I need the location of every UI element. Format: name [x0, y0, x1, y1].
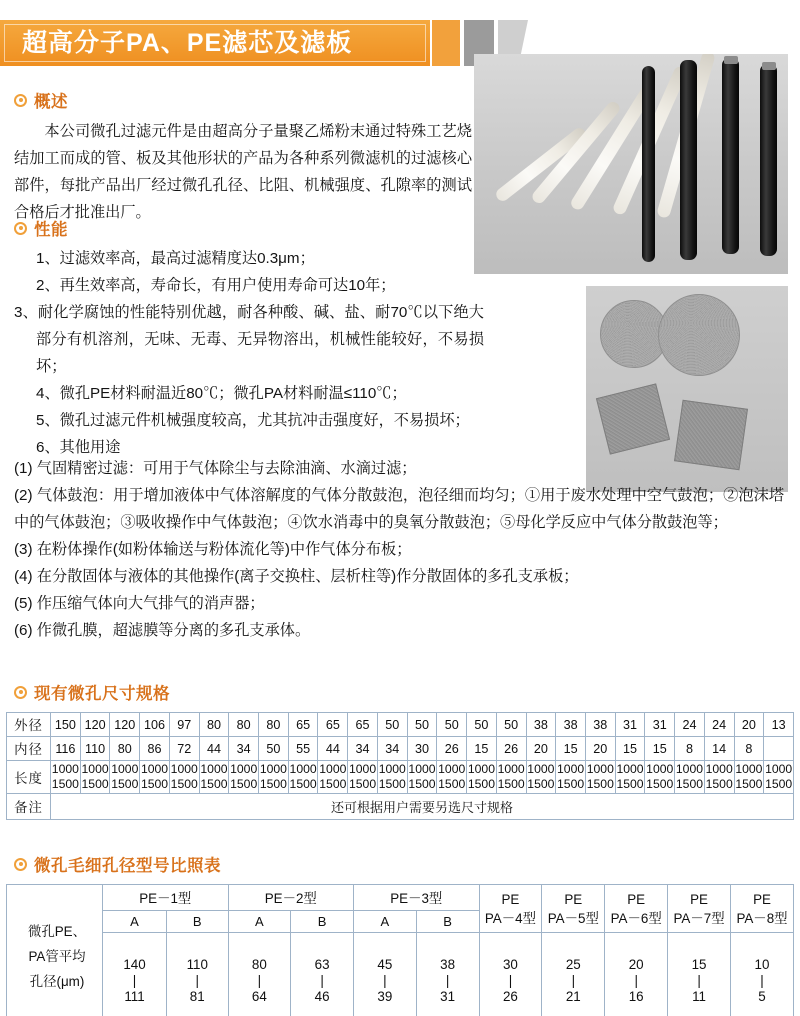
table-row	[7, 713, 794, 737]
pore-value-cell: 140 | 111	[103, 933, 167, 1016]
spec-cell: 1000 1500	[467, 761, 497, 794]
section-title-performance: 性能	[34, 221, 68, 239]
spec-cell: 34	[377, 737, 407, 761]
spec-cell: 86	[140, 737, 170, 761]
spec-cell: 1000 1500	[229, 761, 259, 794]
performance-item: 4、微孔PE材料耐温近80℃；微孔PA材料耐温≤110℃；	[36, 385, 407, 402]
spec-cell: 80	[110, 737, 140, 761]
black-rod-cap-1	[724, 56, 738, 64]
pore-group-header: PE PA－5型	[542, 885, 605, 933]
spec-cell: 50	[496, 713, 526, 737]
spec-cell: 31	[645, 713, 675, 737]
spec-cell: 110	[80, 737, 110, 761]
spec-cell: 15	[615, 737, 645, 761]
pore-group-header: PE PA－8型	[731, 885, 794, 933]
use-item: (5) 作压缩气体向大气排气的消声器；	[14, 595, 265, 612]
performance-item: 1、过滤效率高，最高过滤精度达0.3μm；	[36, 250, 315, 267]
pore-value-cell: 25 | 21	[542, 933, 605, 1016]
spec-cell: 1000 1500	[615, 761, 645, 794]
spec-cell: 1000 1500	[199, 761, 229, 794]
table-row	[7, 737, 794, 761]
section-title-pore: 微孔毛细孔径型号比照表	[34, 857, 221, 875]
pore-value-cell: 38 | 31	[416, 933, 479, 1016]
spec-cell	[764, 737, 794, 761]
spec-cell: 1000 1500	[407, 761, 437, 794]
spec-table	[6, 712, 794, 820]
pore-table	[6, 884, 794, 1016]
black-rod-1	[642, 66, 655, 262]
section-title-overview: 概述	[34, 93, 68, 111]
pore-group-header: PE－2型	[228, 885, 354, 911]
section-heading-pore	[14, 852, 221, 876]
pore-value-cell: 20 | 16	[605, 933, 668, 1016]
spec-cell: 1000 1500	[110, 761, 140, 794]
pore-value-cell: 80 | 64	[228, 933, 291, 1016]
spec-cell: 34	[229, 737, 259, 761]
spec-cell: 1000 1500	[51, 761, 81, 794]
spec-cell: 150	[51, 713, 81, 737]
spec-cell: 120	[110, 713, 140, 737]
spec-cell: 80	[259, 713, 289, 737]
spec-cell: 30	[407, 737, 437, 761]
spec-cell: 1000 1500	[318, 761, 348, 794]
spec-cell: 106	[140, 713, 170, 737]
header-accent-block	[432, 20, 460, 66]
bullet-icon	[14, 858, 27, 871]
spec-cell: 20	[526, 737, 556, 761]
filter-rods-photo	[474, 54, 788, 274]
spec-cell: 38	[526, 713, 556, 737]
spec-cell: 14	[704, 737, 734, 761]
bullet-icon	[14, 686, 27, 699]
spec-cell: 44	[199, 737, 229, 761]
spec-cell: 50	[467, 713, 497, 737]
pore-column-header: A	[228, 911, 291, 933]
pore-column-header: A	[354, 911, 417, 933]
overview-block	[14, 118, 472, 226]
overview-paragraph: 本公司微孔过滤元件是由超高分子量聚乙烯粉末通过特殊工艺烧结加工而成的管、板及其他形状的产品为各种系列微滤机的过滤核心部件，每批产品出厂经过微孔孔径、比阻、机械强度、孔隙率的测试合格后才批准出厂。	[14, 123, 472, 221]
spec-cell: 50	[377, 713, 407, 737]
use-item: (6) 作微孔膜，超滤膜等分离的多孔支承体。	[14, 622, 311, 639]
spec-cell: 38	[585, 713, 615, 737]
spec-cell: 1000 1500	[80, 761, 110, 794]
pore-group-header: PE－1型	[103, 885, 229, 911]
spec-cell: 20	[585, 737, 615, 761]
use-item: (4) 在分散固体与液体的其他操作(离子交换柱、层析柱等)作分散固体的多孔支承板；	[14, 568, 579, 585]
page-title: 超高分子PA、PE滤芯及滤板	[22, 29, 353, 57]
table-row	[7, 885, 794, 911]
spec-row-label: 长度	[7, 761, 51, 794]
spec-cell: 65	[348, 713, 378, 737]
pore-group-header: PE PA－6型	[605, 885, 668, 933]
porous-disc-2	[658, 294, 740, 376]
spec-cell: 65	[318, 713, 348, 737]
spec-note-value: 还可根据用户需要另选尺寸规格	[51, 794, 794, 820]
spec-cell: 97	[169, 713, 199, 737]
spec-cell: 1000 1500	[259, 761, 289, 794]
spec-cell: 116	[51, 737, 81, 761]
pore-value-cell: 30 | 26	[479, 933, 542, 1016]
pore-value-cell: 15 | 11	[668, 933, 731, 1016]
pore-column-header: B	[291, 911, 354, 933]
spec-cell: 26	[496, 737, 526, 761]
performance-item: 3、耐化学腐蚀的性能特别优越，耐各种酸、碱、盐、耐70℃以下绝大部分有机溶剂，无味、无毒、无异物溶出，机械性能较好，不易损坏；	[14, 304, 484, 375]
spec-cell: 50	[407, 713, 437, 737]
pore-column-header: A	[103, 911, 167, 933]
spec-cell: 24	[704, 713, 734, 737]
spec-cell: 1000 1500	[585, 761, 615, 794]
spec-cell: 24	[675, 713, 705, 737]
spec-cell: 20	[734, 713, 764, 737]
pore-row-label: 微孔PE、 PA管平均 孔径(μm)	[7, 885, 103, 1016]
spec-cell: 1000 1500	[645, 761, 675, 794]
spec-cell: 44	[318, 737, 348, 761]
spec-cell: 34	[348, 737, 378, 761]
section-heading-overview	[14, 88, 68, 112]
performance-item: 5、微孔过滤元件机械强度较高，尤其抗冲击强度好，不易损坏；	[36, 412, 470, 429]
spec-cell: 13	[764, 713, 794, 737]
spec-cell: 50	[259, 737, 289, 761]
spec-cell: 38	[556, 713, 586, 737]
spec-note-label: 备注	[7, 794, 51, 820]
pore-group-header: PE PA－4型	[479, 885, 542, 933]
spec-cell: 15	[556, 737, 586, 761]
spec-cell: 15	[467, 737, 497, 761]
spec-cell: 1000 1500	[556, 761, 586, 794]
performance-item: 2、再生效率高，寿命长，有用户使用寿命可达10年；	[36, 277, 396, 294]
black-rod-4	[760, 64, 777, 256]
black-rod-3	[722, 58, 739, 254]
use-item: (3) 在粉体操作(如粉体输送与粉体流化等)中作气体分布板；	[14, 541, 412, 558]
spec-cell: 50	[437, 713, 467, 737]
table-row	[7, 794, 794, 820]
pore-table-body	[7, 885, 794, 1016]
section-heading-spec	[14, 680, 170, 704]
table-row	[7, 933, 794, 1016]
spec-cell: 1000 1500	[140, 761, 170, 794]
spec-cell: 1000 1500	[675, 761, 705, 794]
section-title-spec: 现有微孔尺寸规格	[34, 685, 170, 703]
pore-value-cell: 45 | 39	[354, 933, 417, 1016]
table-row	[7, 761, 794, 794]
spec-cell: 80	[229, 713, 259, 737]
bullet-icon	[14, 94, 27, 107]
pore-group-header: PE－3型	[354, 885, 480, 911]
section-heading-performance	[14, 216, 68, 240]
spec-cell: 1000 1500	[734, 761, 764, 794]
spec-cell: 1000 1500	[288, 761, 318, 794]
spec-cell: 80	[199, 713, 229, 737]
performance-item: 6、其他用途	[36, 439, 121, 456]
performance-uses-list	[14, 455, 784, 644]
bullet-icon	[14, 222, 27, 235]
pore-value-cell: 63 | 46	[291, 933, 354, 1016]
performance-list-narrow	[14, 245, 484, 461]
spec-cell: 120	[80, 713, 110, 737]
spec-cell: 1000 1500	[377, 761, 407, 794]
pore-value-cell: 10 | 5	[731, 933, 794, 1016]
spec-cell: 26	[437, 737, 467, 761]
pore-column-header: B	[166, 911, 228, 933]
spec-cell: 8	[734, 737, 764, 761]
pore-group-header: PE PA－7型	[668, 885, 731, 933]
use-item: (2) 气体鼓泡：用于增加液体中气体溶解度的气体分散鼓泡，泡径细而均匀；①用于废水处理中空气鼓泡；②泡沫塔中的气体鼓泡；③吸收操作中气体鼓泡；④饮水消毒中的臭氧分散鼓泡；⑤母化学反应中气体分散鼓泡等；	[14, 487, 784, 531]
spec-cell: 55	[288, 737, 318, 761]
spec-cell: 15	[645, 737, 675, 761]
spec-cell: 1000 1500	[764, 761, 794, 794]
spec-cell: 1000 1500	[437, 761, 467, 794]
spec-row-label: 外径	[7, 713, 51, 737]
spec-cell: 31	[615, 713, 645, 737]
spec-cell: 1000 1500	[169, 761, 199, 794]
spec-cell: 1000 1500	[348, 761, 378, 794]
spec-cell: 1000 1500	[496, 761, 526, 794]
use-item: (1) 气固精密过滤：可用于气体除尘与去除油滴、水滴过滤；	[14, 460, 417, 477]
spec-cell: 1000 1500	[704, 761, 734, 794]
pore-column-header: B	[416, 911, 479, 933]
spec-row-label: 内径	[7, 737, 51, 761]
spec-table-body	[7, 713, 794, 820]
spec-cell: 8	[675, 737, 705, 761]
black-rod-cap-2	[762, 62, 776, 70]
spec-cell: 1000 1500	[526, 761, 556, 794]
spec-cell: 72	[169, 737, 199, 761]
spec-cell: 65	[288, 713, 318, 737]
pore-value-cell: 110 | 81	[166, 933, 228, 1016]
black-rod-2	[680, 60, 697, 260]
porous-plate-1	[596, 383, 670, 454]
